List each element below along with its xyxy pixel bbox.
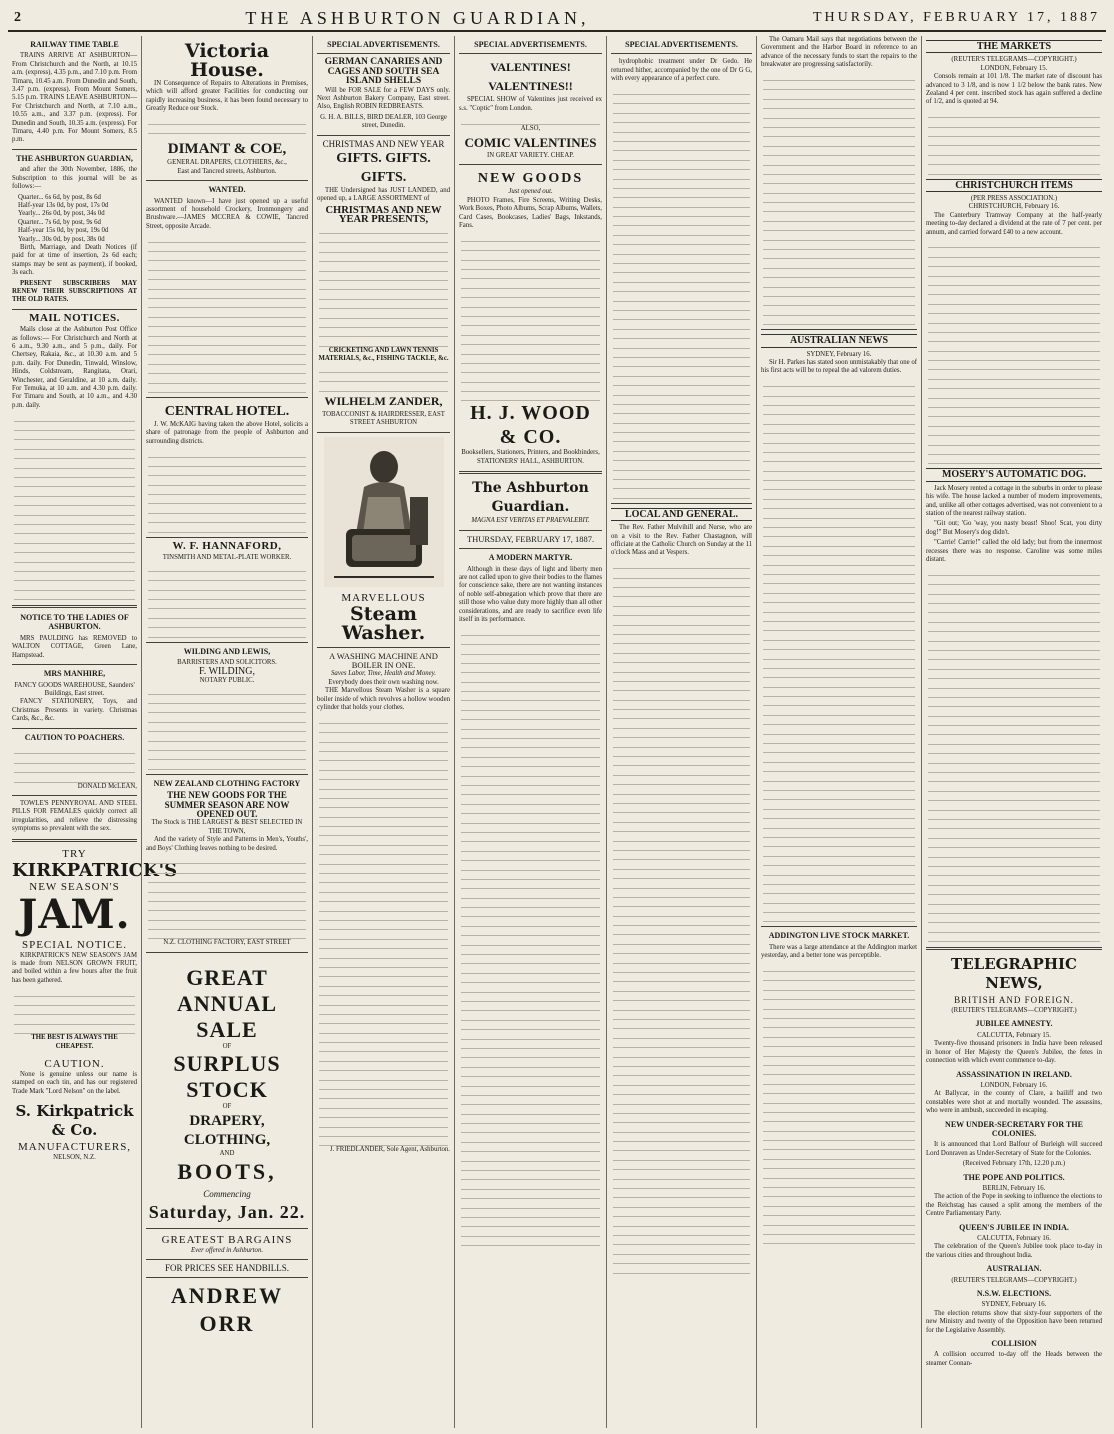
railway-heading: RAILWAY TIME TABLE xyxy=(30,40,119,49)
dimant-sub: GENERAL DRAPERS, CLOTHIERS, &c., xyxy=(167,159,287,167)
steam-washer-illustration xyxy=(324,437,444,587)
oamaru-text: The Oamaru Mail says that negotiations between the Government and the Harbor Board in reference to an advance of the necessary funds to start the repairs to the breakwater are progressing satisfactorily. xyxy=(761,36,917,69)
rates-list xyxy=(12,194,137,244)
zander-heading: WILHELM ZANDER, xyxy=(324,393,443,408)
rate-line: Quarter... 7s 6d, by post, 9s 6d xyxy=(18,218,101,226)
received-note: (Received February 17th, 12.20 p.m.) xyxy=(962,1160,1066,1168)
column-6 xyxy=(756,36,921,1428)
everybody: Everybody does their own washing now. xyxy=(328,678,439,686)
sydney-date-2: SYDNEY, February 16. xyxy=(981,1301,1047,1309)
washing-machine: A WASHING MACHINE AND BOILER IN ONE. xyxy=(329,650,438,670)
kirkpatrick-heading: KIRKPATRICK'S xyxy=(12,859,178,881)
births-text: Birth, Marriage, and Death Notices (if paid for at time of insertion, 2s 6d each; stamps may be sent as payment), if booked, 3s each. xyxy=(12,243,137,277)
valentines-text: SPECIAL SHOW of Valentines just received ex s.s. "Coptic" from London. xyxy=(459,96,602,112)
nz-clothing-heading: NEW ZEALAND CLOTHING FACTORY xyxy=(153,778,301,788)
valentines-heading: VALENTINES! VALENTINES!! xyxy=(488,60,573,94)
bird-dealer: G. H. A. BILLS, BIRD DEALER, 103 George street, Dunedin. xyxy=(320,113,447,130)
sale-annual: ANNUAL SALE xyxy=(176,990,278,1042)
wilding-name: F. WILDING, xyxy=(199,666,255,678)
canaries-text: Will be FOR SALE for a FEW DAYS only. Next Ashburton Bakery Company, East street. Also, English ROBIN REDBREASTS. xyxy=(317,86,450,111)
steam-washer-heading: Steam Washer. xyxy=(341,602,426,644)
mosery-text: Jack Mosery rented a cottage in the suburbs in order to please his wife. The house lacked a number of modern improvements, and, unlike all other cottages advertised, was not convenient to a station of the nearest railway station. xyxy=(926,484,1102,518)
washer-signature: J. FRIEDLANDER, Sole Agent, Ashburton. xyxy=(329,1146,450,1154)
canaries-heading: GERMAN CANARIES AND CAGES AND SOUTH SEA ISLAND SHELLS xyxy=(324,57,443,87)
newspaper-page xyxy=(8,6,1106,1428)
sale-great: GREAT xyxy=(186,964,268,990)
jubilee-heading: JUBILEE AMNESTY. xyxy=(975,1019,1053,1029)
addington-heading: ADDINGTON LIVE STOCK MARKET. xyxy=(768,931,910,941)
sale-of: OF xyxy=(222,1042,232,1050)
column-4 xyxy=(454,36,606,1428)
column-3 xyxy=(312,36,454,1428)
press-association: (PER PRESS ASSOCIATION.) xyxy=(970,194,1058,202)
rate-line: Quarter... 6s 6d, by post, 8s 6d xyxy=(18,193,101,201)
rate-line: Yearly... 30s 0d, by post, 38s 0d xyxy=(18,235,105,243)
caution-signature: DONALD McLEAN, xyxy=(77,782,137,790)
goods-text: PHOTO Frames, Fire Screens, Writing Desks, Work Boxes, Photo Albums, Scrap Albums, Wallets, Card Cases, Bookcases, Ladies' Bags, Inkstands, Fans. xyxy=(459,196,602,230)
sale-of-2: OF xyxy=(222,1103,232,1111)
local-general-heading: LOCAL AND GENERAL. xyxy=(611,508,752,521)
sale-boots: BOOTS, xyxy=(177,1159,277,1185)
special-notice-text: KIRKPATRICK'S NEW SEASON'S JAM is made from NELSON GROWN FRUIT, and boiled within a few hours after the fruit has been gathered. xyxy=(12,951,137,984)
mosery-heading: MOSERY'S AUTOMATIC DOG. xyxy=(926,468,1102,481)
dimant-heading: DIMANT & COE, xyxy=(167,141,287,158)
mosery-story: "Carrie! Carrie!" called the old lady; but from the innermost recesses there was no response. Caroline was some miles distant. xyxy=(926,539,1102,564)
railway-text: TRAINS ARRIVE AT ASHBURTON—From Christchurch and the North, at 10.15 a.m. (express), 4.35 p.m., and 7.10 p.m. From Timaru, 10.45 a.m. From Dunedin and South, 3.47 p.m. (express). From Mount Somers, 5.15 p.m. TRAINS LEAVE ASHBURTON—For Christchurch and North, at 7.10 a.m., 10.55 a.m., and 3.37 p.m. (express). For Dunedin and South, 10.35 a.m. (express). For Timaru, 4.40 p.m. For Mount Somers, 8.5 p.m. xyxy=(12,52,137,144)
sydney-date: SYDNEY, February 16. xyxy=(806,350,872,358)
queens-jubilee-heading: QUEEN'S JUBILEE IN INDIA. xyxy=(959,1222,1069,1232)
ever-offered: Ever offered in Ashburton. xyxy=(190,1246,264,1254)
rate-line: Half-year 13s 0d, by post, 17s 0d xyxy=(18,201,109,209)
jam-heading: JAM. xyxy=(18,890,131,938)
subscribers-notice: PRESENT SUBSCRIBERS MAY RENEW THEIR SUBSCRIPTIONS AT THE OLD RATES. xyxy=(12,279,137,304)
dimant-address: East and Tancred streets, Ashburton. xyxy=(177,167,277,175)
column-5 xyxy=(606,36,756,1428)
berlin-date: BERLIN, February 16. xyxy=(982,1184,1046,1192)
andrew-orr: ANDREW ORR xyxy=(170,1283,284,1337)
calcutta-date-2: CALCUTTA, February 16. xyxy=(977,1235,1051,1243)
wanted-text: WANTED known—I have just opened up a useful assortment of household Crockery, Ironmongery and Brushware.—JAMES MCCREA & COWIE, Tancred Street, opposite Arcade. xyxy=(146,197,308,230)
new-goods-heading: NEW GOODS xyxy=(477,171,584,187)
london-date: LONDON, February 15. xyxy=(980,64,1048,72)
ladies-heading: NOTICE TO THE LADIES OF ASHBURTON. xyxy=(20,613,129,632)
issue-date: THURSDAY, FEBRUARY 17, 1887 xyxy=(812,10,1100,25)
greatest-bargains: GREATEST BARGAINS xyxy=(161,1233,293,1246)
christchurch-heading: CHRISTCHURCH ITEMS xyxy=(926,179,1102,192)
london-date-2: LONDON, February 16. xyxy=(980,1081,1048,1089)
washer-text: THE Marvellous Steam Washer is a square boiler inside of which revolves a hollow wooden cylinder that holds your clothes. xyxy=(317,687,450,711)
calcutta-date: CALCUTTA, February 15. xyxy=(977,1031,1051,1039)
local-text: The Rev. Father Mulvihill and Nurse, who are on a visit to the Rev. Father Chastagnon, will officiate at the Catholic Church on Sunday at the 11 o'clock Mass and at Vespers. xyxy=(611,524,752,557)
gifts-heading: GIFTS. GIFTS. GIFTS. xyxy=(336,151,431,186)
hannaford-sub: TINSMITH AND METAL-PLATE WORKER. xyxy=(162,554,292,562)
collision-text: A collision occurred to-day off the Heads between the steamer Coonan- xyxy=(926,1351,1102,1367)
markets-heading: THE MARKETS xyxy=(926,40,1102,53)
manhire-text: FANCY STATIONERY, Toys, and Christmas Presents in variety. Christmas Cards, &c., &c. xyxy=(12,698,137,723)
marvellous-label: MARVELLOUS xyxy=(341,591,426,604)
nz-goods: THE NEW GOODS FOR THE SUMMER SEASON ARE NOW OPENED OUT. xyxy=(164,790,290,819)
wood-heading: H. J. WOOD & CO. xyxy=(470,402,591,449)
kirkpatrick-firm: S. Kirkpatrick & Co. xyxy=(15,1102,134,1140)
australian-news-heading: AUSTRALIAN NEWS xyxy=(761,334,917,347)
australian-heading: AUSTRALIAN. xyxy=(986,1264,1042,1274)
see-handbills: FOR PRICES SEE HANDBILLS. xyxy=(164,1262,290,1273)
mail-text: Mails close at the Ashburton Post Office as follows:— For Christchurch and North at 6 a.m., 9.30 a.m., and 5 p.m., daily. For Chertsey, Rakaia, &c., at 10.30 a.m. and 5 p.m. daily. For Dunedin, Tinwald, Winslow, Hinds, Coldstream, Rangitata, Orari, Winchester, and Geraldine, at 10 a.m. daily. For Temuka, at 10 a.m. and 4.30 p.m. daily. For Timaru and South, at 10 a.m., and 4.30 p.m. daily. xyxy=(12,326,137,409)
special-ads-heading: SPECIAL ADVERTISEMENTS. xyxy=(327,40,440,49)
new-season-label: NEW SEASON'S xyxy=(29,880,120,893)
caution-text: None is genuine unless our name is stamped on each tin, and has our registered Trade Mark "Lord Nelson" on the label. xyxy=(12,1070,137,1095)
towle-ad: TOWLE'S PENNYROYAL AND STEEL PILLS FOR FEMALES quickly correct all irregularities, and relieve the distressing symptoms so prevalent with the sex. xyxy=(12,799,137,833)
collision-heading: COLLISION xyxy=(991,1339,1037,1349)
column-1 xyxy=(8,36,178,1428)
wood-sub: Booksellers, Stationers, Printers, and Bookbinders, xyxy=(461,449,600,457)
queens-jubilee-text: The celebration of the Queen's Jubilee took place to-day in the various cities and throughout India. xyxy=(926,1243,1102,1259)
sale-and: AND xyxy=(219,1149,235,1157)
saves-labor: Saves Labor, Time, Health and Money. xyxy=(331,670,436,678)
wanted-heading: WANTED. xyxy=(208,185,246,195)
special-ads-heading-3: SPECIAL ADVERTISEMENTS. xyxy=(625,40,738,49)
mail-schedule-lines xyxy=(12,412,137,600)
caution-heading: CAUTION. xyxy=(44,1057,105,1070)
guardian-text: and after the 30th November, 1886, the Subscription to this journal will be as follows:— xyxy=(12,166,137,191)
nelson-label: NELSON, N.Z. xyxy=(53,1154,96,1162)
assassination-heading: ASSASSINATION IN IRELAND. xyxy=(956,1069,1072,1079)
nsw-text: The election returns show that sixty-four supporters of the new Ministry and twenty of the Opposition have been returned for the Legislative Assembly. xyxy=(926,1309,1102,1334)
editorial-date: THURSDAY, FEBRUARY 17, 1887. xyxy=(466,533,595,544)
also-label: ALSO, xyxy=(520,124,541,132)
best-cheapest: THE BEST IS ALWAYS THE CHEAPEST. xyxy=(31,1034,118,1050)
christchurch-text: The Canterbury Tramway Company at the half-yearly meeting to-day declared a dividend at the rate of 7 per cent. per annum, and carried forward £40 to a new account. xyxy=(926,211,1102,236)
manhire-sub: FANCY GOODS WAREHOUSE, Saunders' Buildings, East street. xyxy=(14,681,135,697)
jubilee-text: Twenty-five thousand prisoners in India have been released in honor of Her Majesty the Queen's Jubilee, the fetes in connection with which event commence to-day. xyxy=(926,1040,1102,1065)
nz-text: And the variety of Style and Patterns in Men's, Youths', and Boys' Clothing leaves nothing to be desired. xyxy=(146,836,308,852)
try-label: TRY xyxy=(62,847,87,860)
special-notice-heading: SPECIAL NOTICE. xyxy=(21,938,128,951)
british-foreign: BRITISH AND FOREIGN. xyxy=(954,995,1074,1006)
columns xyxy=(8,36,1106,1428)
australian-text: Sir H. Parkes has stated soon unmistakably that one of his first acts will be to repeal the ad valorem duties. xyxy=(761,358,917,375)
newspaper-title: THE ASHBURTON GUARDIAN, xyxy=(245,7,590,28)
telegraphic-reuter: (REUTER'S TELEGRAMS—COPYRIGHT.) xyxy=(951,1007,1077,1015)
motto: MAGNA EST VERITAS ET PRAEVALEBIT. xyxy=(471,517,590,525)
manufacturers-label: MANUFACTURERS, xyxy=(17,1141,132,1154)
nz-signature: N.Z. CLOTHING FACTORY, EAST STREET xyxy=(163,939,291,947)
caution-poachers-heading: CAUTION TO POACHERS. xyxy=(24,732,125,742)
nsw-heading: N.S.W. ELECTIONS. xyxy=(976,1289,1052,1299)
wilding-sub: BARRISTERS AND SOLICITORS. xyxy=(177,658,277,666)
leper-text: hydrophobic treatment under Dr Gedo. He returned hither, accompanied by the one of Dr G G, with every appearance of a perfect cure. xyxy=(611,58,752,83)
editorial-text: Although in these days of light and liberty men are not called upon to give their bodies to the flames for conscience sake, there are not wanting instances of noble self-abnegation which prove that there are still those who value duty more highly than all other considerations, and are ready to sacrifice even life itself in its performance. xyxy=(459,565,602,623)
column-7 xyxy=(921,36,1106,1428)
xmas-presents: CHRISTMAS AND NEW YEAR PRESENTS, xyxy=(325,204,442,226)
sale-commencing: Commencing xyxy=(203,1189,251,1200)
markets-text: Consols remain at 101 1/8. The market rate of discount has advanced to 3 1/8, and is now 1 1/2 below the bank rates. New Zealand 4 per cent. inscribed stock has again suffered a decline of 1/2, and is quoted at 94. xyxy=(926,73,1102,106)
assassination-text: At Ballycar, in the county of Clare, a bailiff and two constables were shot at and mortally wounded. The assassins, who were in ambush, succeeded in escaping. xyxy=(926,1090,1102,1115)
great-variety: IN GREAT VARIETY. CHEAP. xyxy=(487,152,574,160)
addington-text: There was a large attendance at the Addington market yesterday, and a better tone was perceptible. xyxy=(761,943,917,960)
christmas-line: CHRISTMAS AND NEW YEAR xyxy=(322,138,445,149)
comic-valentines: COMIC VALENTINES xyxy=(464,135,597,151)
special-ads-heading-2: SPECIAL ADVERTISEMENTS. xyxy=(474,40,587,49)
pope-text: The action of the Pope in seeking to influence the elections to the Reichstag has caused a split among the members of the Centre Parliamentary Party. xyxy=(926,1193,1102,1218)
mail-heading: MAIL NOTICES. xyxy=(29,311,120,324)
victoria-text: IN Consequence of Repairs to Alterations in Premises, which will afford greater Facilities for conducting our rapidly increasing business, it has been found necessary to Greatly Reduce our Stock. xyxy=(146,80,308,113)
wilding-heading: WILDING AND LEWIS, xyxy=(183,646,271,656)
under-secretary-heading: NEW UNDER-SECRETARY FOR THE COLONIES. xyxy=(945,1119,1083,1138)
paulding-notice: MRS PAULDING has REMOVED to WALTON COTTAGE, Green Lane, Hampstead. xyxy=(12,634,137,659)
wilding-notary: NOTARY PUBLIC. xyxy=(199,676,255,684)
manhire-heading: MRS MANHIRE, xyxy=(43,669,106,679)
pope-heading: THE POPE AND POLITICS. xyxy=(963,1172,1065,1182)
markets-reuter: (REUTER'S TELEGRAMS—COPYRIGHT.) xyxy=(951,56,1077,64)
christchurch-date: CHRISTCHURCH, February 16. xyxy=(968,203,1060,211)
zander-sub: TOBACCONIST & HAIRDRESSER, EAST STREET ASHBURTON xyxy=(322,410,445,427)
central-hotel-text: J. W. McKAIG having taken the above Hotel, solicits a share of patronage from the people of Ashburton and surrounding districts. xyxy=(146,420,308,445)
hannaford-heading: W. F. HANNAFORD, xyxy=(172,539,282,552)
sale-surplus: SURPLUS STOCK xyxy=(173,1051,281,1103)
masthead xyxy=(8,6,1106,32)
telegraphic-heading: TELEGRAPHIC NEWS, xyxy=(951,955,1077,993)
mosery-dialogue: "Git out; 'Go 'way, you nasty beast! Shoo! Scat, you dirty dog!" But Mosery's dog didn't. xyxy=(926,520,1102,536)
sale-date: Saturday, Jan. 22. xyxy=(148,1201,306,1222)
central-hotel-heading: CENTRAL HOTEL. xyxy=(164,403,290,419)
wood-address: STATIONERS' HALL, ASHBURTON. xyxy=(476,457,585,465)
column-2 xyxy=(141,36,312,1428)
guardian-heading: THE ASHBURTON GUARDIAN, xyxy=(16,153,133,163)
under-secretary-text: It is announced that Lord Balfour of Burleigh will succeed Lord Donraven as Under-Secretary of State for the Colonies. xyxy=(926,1141,1102,1157)
rate-line: Half-year 15s 0d, by post, 19s 0d xyxy=(18,227,109,235)
just-opened: Just opened out. xyxy=(508,188,553,196)
rate-line: Yearly... 26s 0d, by post, 34s 0d xyxy=(18,210,105,218)
editorial-heading: A MODERN MARTYR. xyxy=(488,553,573,563)
guardian-nameplate: The Ashburton Guardian. xyxy=(472,480,589,516)
nz-stock: The Stock is THE LARGEST & BEST SELECTED IN THE TOWN, xyxy=(151,819,303,835)
page-number: 2 xyxy=(14,10,22,25)
sale-drapery: DRAPERY, CLOTHING, xyxy=(183,1112,271,1148)
victoria-house-heading: Victoria House. xyxy=(184,40,270,81)
cricketing: CRICKETING AND LAWN TENNIS MATERIALS, &c., FISHING TACKLE, &c. xyxy=(318,346,449,363)
gifts-text: THE Undersigned has JUST LANDED, and opened up, a LARGE ASSORTMENT of xyxy=(317,187,450,203)
australian-reuter: (REUTER'S TELEGRAMS—COPYRIGHT.) xyxy=(951,1276,1077,1284)
